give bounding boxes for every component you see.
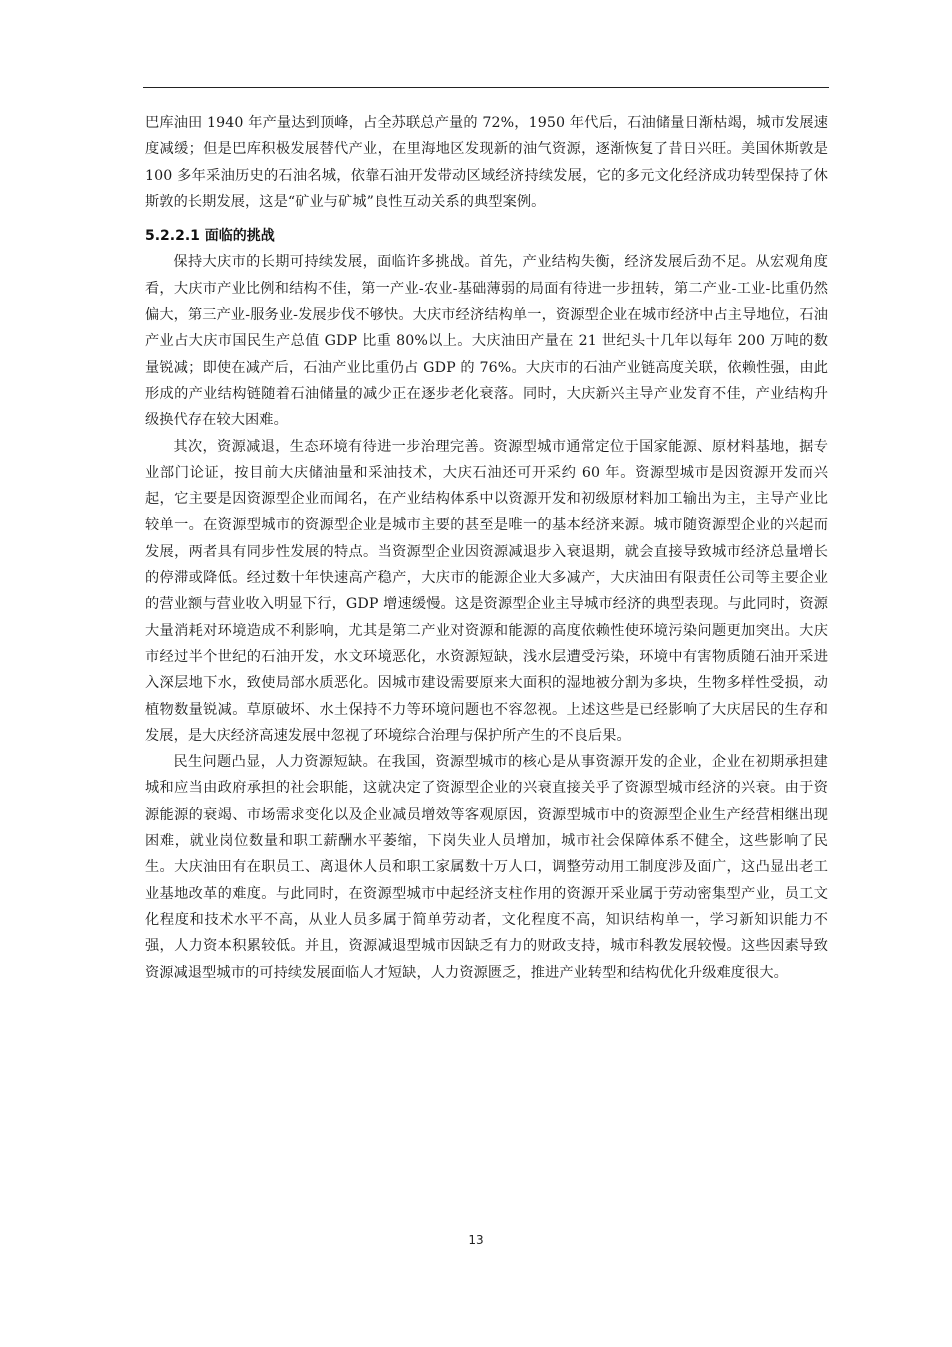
page-body bbox=[145, 110, 828, 986]
paragraph-livelihood-human-resources: 民生问题凸显，人力资源短缺。在我国，资源型城市的核心是从事资源开发的企业，企业在初期承担建城和应当由政府承担的社会职能，这就决定了资源型企业的兴衰直接关乎了资源型城市经济的兴衰。由于资源能源的衰竭、市场需求变化以及企业减员增效等客观原因，资源型城市中的资源型企业生产经营相继出现困难，就业岗位数量和职工薪酬水平萎缩，下岗失业人员增加，城市社会保障体系不健全，这些影响了民生。大庆油田有在职员工、离退休人员和职工家属数十万人口，调整劳动用工制度涉及面广，这凸显出老工业基地改革的难度。与此同时，在资源型城市中起经济支柱作用的资源开采业属于劳动密集型产业，员工文化程度和技术水平不高，从业人员多属于简单劳动者，文化程度不高，知识结构单一，学习新知识能力不强，人力资本积累较低。并且，资源减退型城市因缺乏有力的财政支持，城市科教发展较慢。这些因素导致资源减退型城市的可持续发展面临人才短缺，人力资源匮乏，推进产业转型和结构优化升级难度很大。 bbox=[145, 754, 828, 981]
paragraph-baku-houston: 巴库油田 1940 年产量达到顶峰，占全苏联总产量的 72%，1950 年代后，石油储量日渐枯竭，城市发展速度减缓；但是巴库积极发展替代产业，在里海地区发现新的油气资源，逐渐恢复了昔日兴旺。美国休斯敦是 100 多年采油历史的石油名城，依靠石油开发带动区域经济持续发展，它的多元文化经济成功转型保持了休斯敦的长期发展，这是“矿业与矿城”良性互动关系的典型案例。 bbox=[145, 115, 828, 210]
paragraph-industrial-structure: 保持大庆市的长期可持续发展，面临许多挑战。首先，产业结构失衡，经济发展后劲不足。从宏观角度看，大庆市产业比例和结构不佳，第一产业-农业-基础薄弱的局面有待进一步扭转，第二产业-工业-比重仍然偏大，第三产业-服务业-发展步伐不够快。大庆市经济结构单一，资源型企业在城市经济中占主导地位，石油产业占大庆市国民生产总值 GDP 比重 80%以上。大庆油田产量在 21 世纪头十几年以每年 200 万吨的数量锐减；即使在减产后，石油产业比重仍占 GDP 的 76%。大庆市的石油产业链高度关联，依赖性强，由此形成的产业结构链随着石油储量的减少正在逐步老化衰落。同时，大庆新兴主导产业发育不佳，产业结构升级换代存在较大困难。 bbox=[145, 254, 828, 429]
page-number: 13 bbox=[468, 1233, 484, 1247]
section-heading: 5.2.2.1 面临的挑战 bbox=[145, 228, 275, 245]
header-rule bbox=[143, 87, 829, 88]
paragraph-resource-environment: 其次，资源减退，生态环境有待进一步治理完善。资源型城市通常定位于国家能源、原材料基地，据专业部门论证，按目前大庆储油量和采油技术，大庆石油还可开采约 60 年。资源型城市是因资源开发而兴起，它主要是因资源型企业而闻名，在产业结构体系中以资源开发和初级原材料加工输出为主，主导产业比较单一。在资源型城市的资源型企业是城市主要的甚至是唯一的基本经济来源。城市随资源型企业的兴起而发展，两者具有同步性发展的特点。当资源型企业因资源减退步入衰退期，就会直接导致城市经济总量增长的停滞或降低。经过数十年快速高产稳产，大庆市的能源企业大多减产，大庆油田有限责任公司等主要企业的营业额与营业收入明显下行，GDP 增速缓慢。这是资源型企业主导城市经济的典型表现。与此同时，资源大量消耗对环境造成不利影响，尤其是第二产业对资源和能源的高度依赖性使环境污染问题更加突出。大庆市经过半个世纪的石油开发，水文环境恶化，水资源短缺，浅水层遭受污染，环境中有害物质随石油开采进入深层地下水，致使局部水质恶化。因城市建设需要原来大面积的湿地被分割为多块，生物多样性受损，动植物数量锐减。草原破坏、水土保持不力等环境问题也不容忽视。上述这些是已经影响了大庆居民的生存和发展，是大庆经济高速发展中忽视了环境综合治理与保护所产生的不良后果。 bbox=[145, 438, 828, 744]
